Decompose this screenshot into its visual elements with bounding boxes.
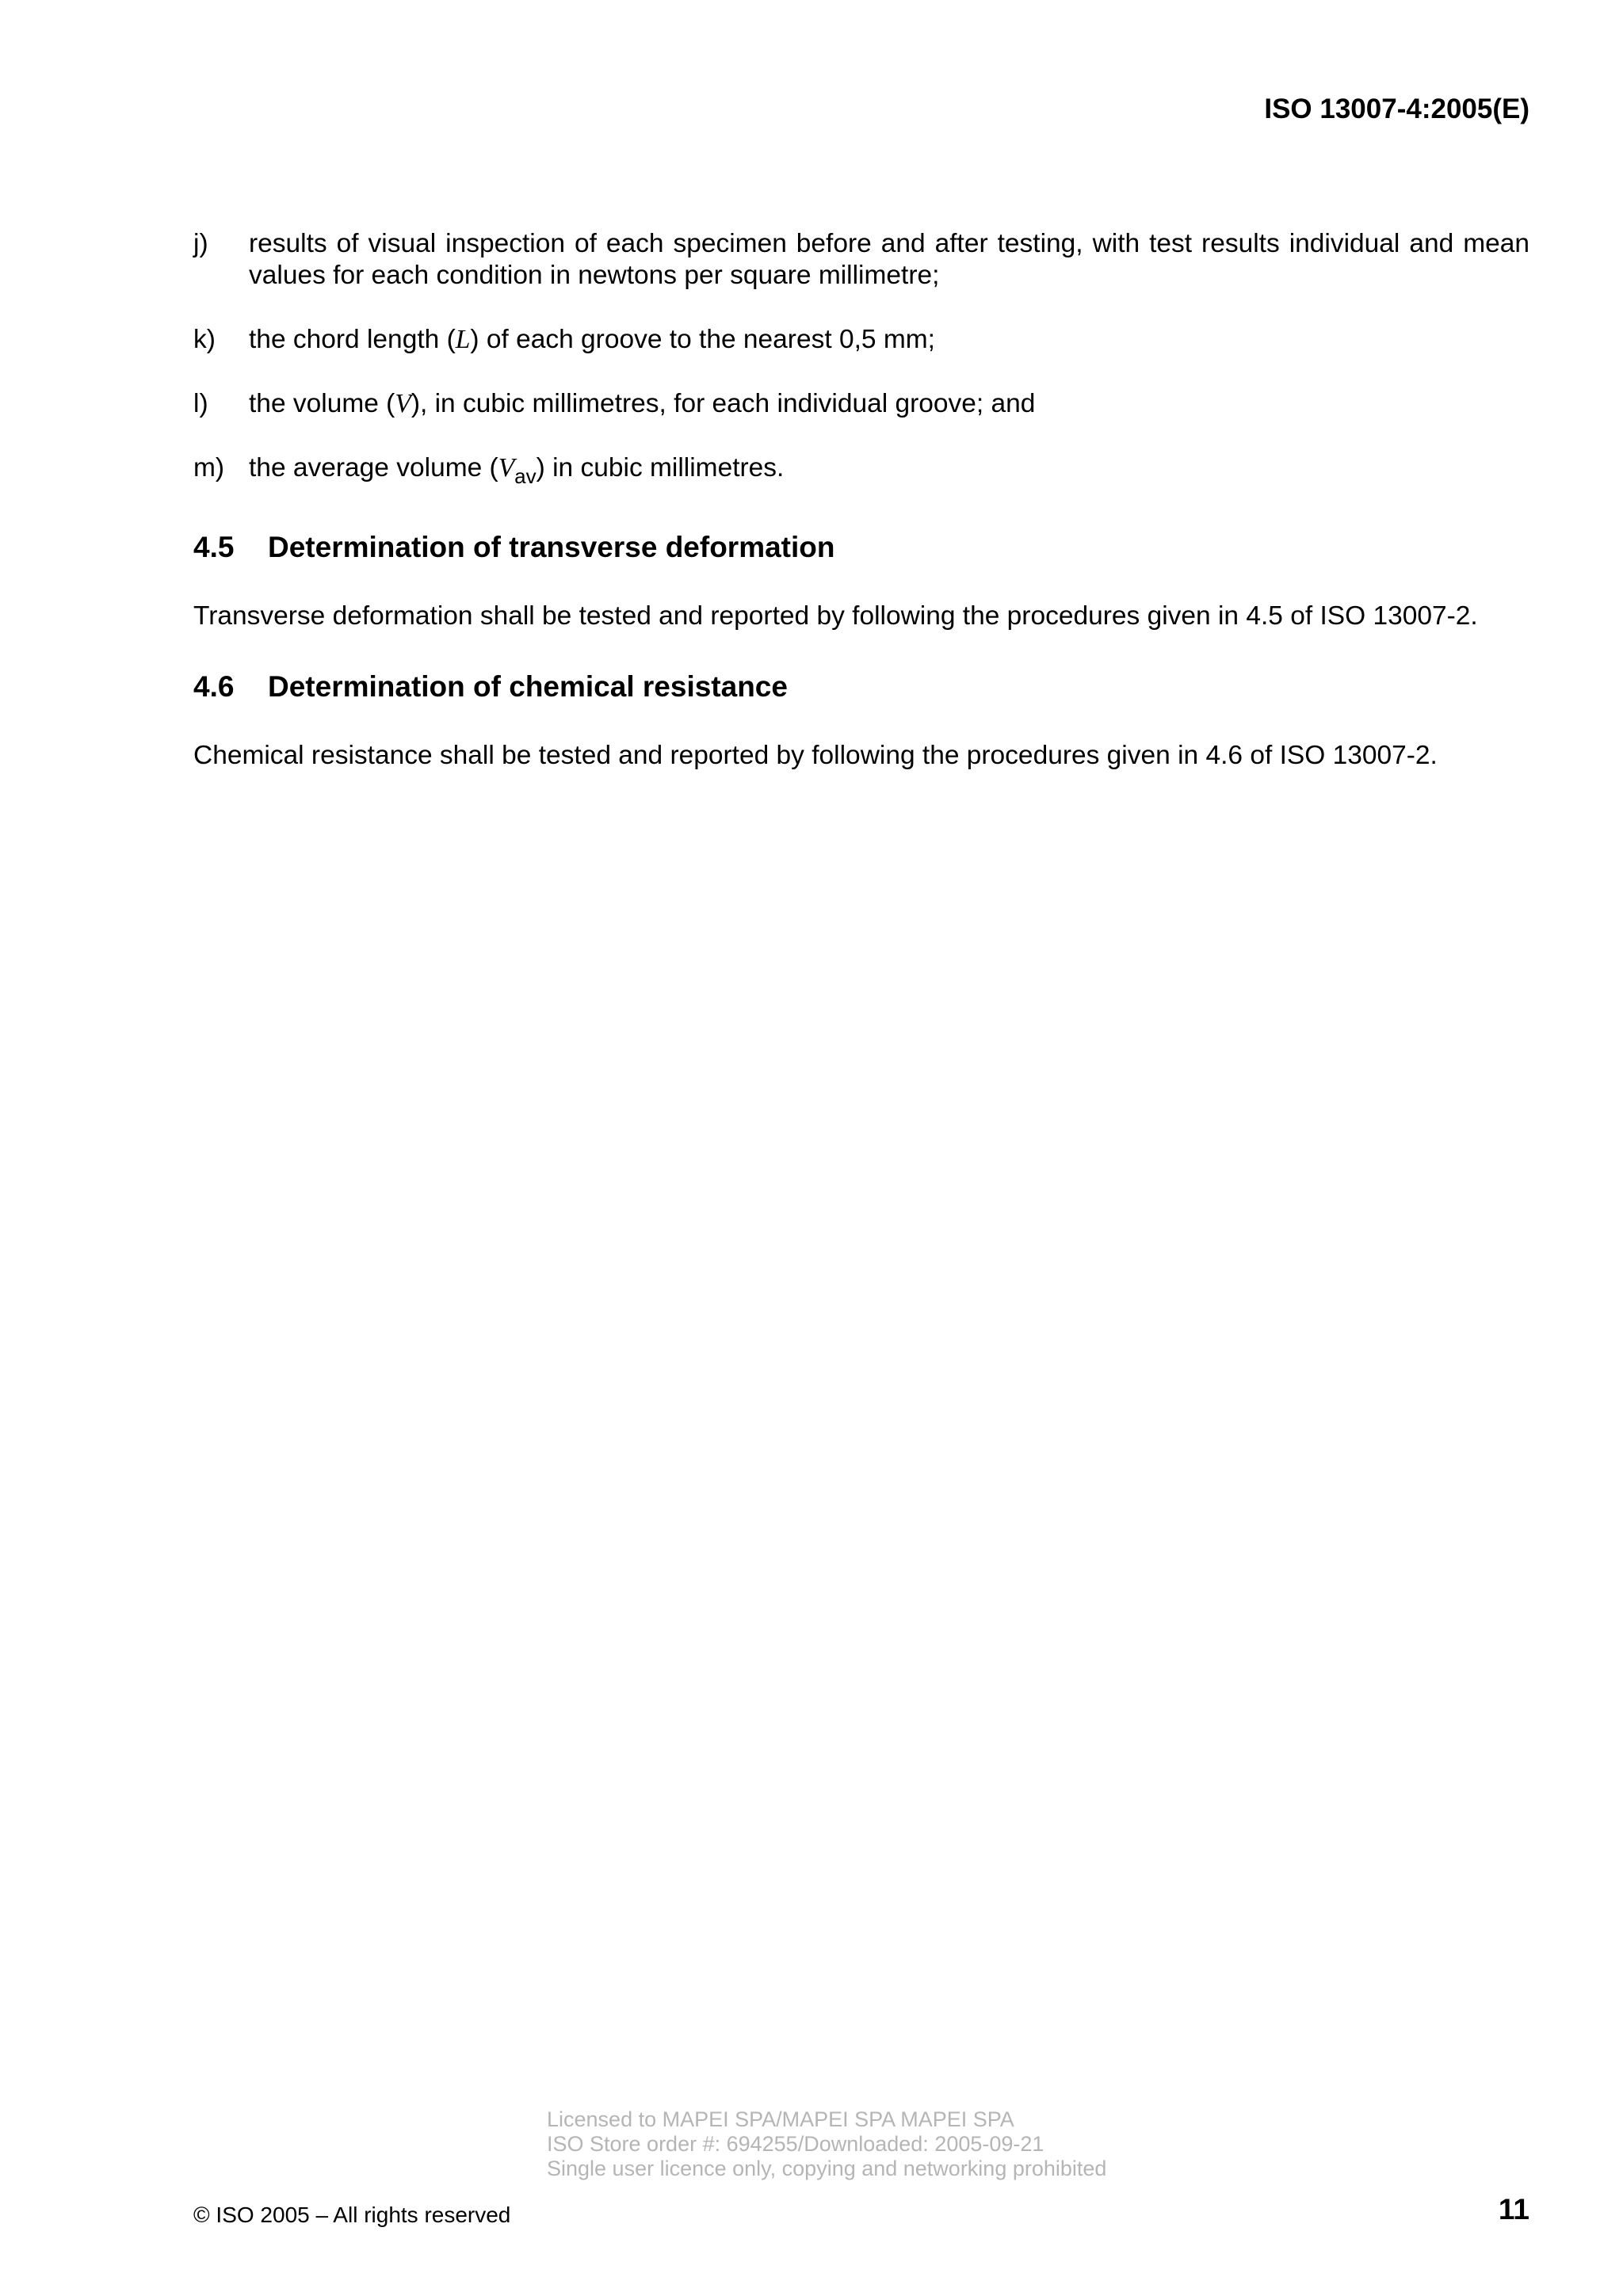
average-volume-subscript: av <box>514 464 537 488</box>
section-number: 4.5 <box>193 531 235 563</box>
list-item <box>193 324 1529 356</box>
section-heading-4-5 <box>193 531 834 564</box>
average-volume-symbol: V <box>498 453 515 482</box>
section-heading-4-6 <box>193 670 788 704</box>
list-item-text-before: the average volume ( <box>249 453 498 482</box>
list-item <box>193 388 1529 420</box>
list-item-text <box>249 388 1529 420</box>
section-title: Determination of transverse deformation <box>268 531 835 563</box>
list-item-text-before: the volume ( <box>249 389 395 418</box>
list-marker: k) <box>193 325 216 354</box>
section-title: Determination of chemical resistance <box>268 670 788 703</box>
watermark-line: ISO Store order #: 694255/Downloaded: 2005-09-21 <box>547 2132 1044 2156</box>
list-item-text-after: ), in cubic millimetres, for each individual groove; and <box>411 389 1036 418</box>
list-item-text <box>249 452 1529 488</box>
section-number: 4.6 <box>193 670 235 703</box>
list-marker: l) <box>193 389 208 418</box>
page-number: 11 <box>1498 2193 1529 2225</box>
list-marker: m) <box>193 453 225 482</box>
chord-length-symbol: L <box>455 325 471 354</box>
license-watermark <box>547 2107 1106 2181</box>
list-item <box>193 228 1529 292</box>
section-paragraph-4-5: Transverse deformation shall be tested and reported by following the procedures given in 4.5 of ISO 13007-2. <box>193 601 1478 631</box>
list-item-text: results of visual inspection of each specimen before and after testing, with test results individual and mean values for each condition in newtons per square millimetre; <box>249 229 1529 290</box>
list-item-text-after: ) of each groove to the nearest 0,5 mm; <box>470 325 935 354</box>
watermark-line: Licensed to MAPEI SPA/MAPEI SPA MAPEI SPA <box>547 2107 1014 2131</box>
list-item <box>193 452 1529 488</box>
list-marker: j) <box>193 229 208 258</box>
section-paragraph-4-6: Chemical resistance shall be tested and reported by following the procedures given in 4.6 of ISO 13007-2. <box>193 741 1438 770</box>
footer-copyright: © ISO 2005 – All rights reserved <box>193 2203 511 2227</box>
list-item-text-after: ) in cubic millimetres. <box>536 453 785 482</box>
report-items-list <box>193 228 1529 517</box>
list-item-text-before: the chord length ( <box>249 325 456 354</box>
volume-symbol: V <box>395 389 411 418</box>
list-item-text <box>249 324 1529 356</box>
watermark-line: Single user licence only, copying and networking prohibited <box>547 2157 1107 2180</box>
document-code-header: ISO 13007-4:2005(E) <box>1264 93 1529 124</box>
